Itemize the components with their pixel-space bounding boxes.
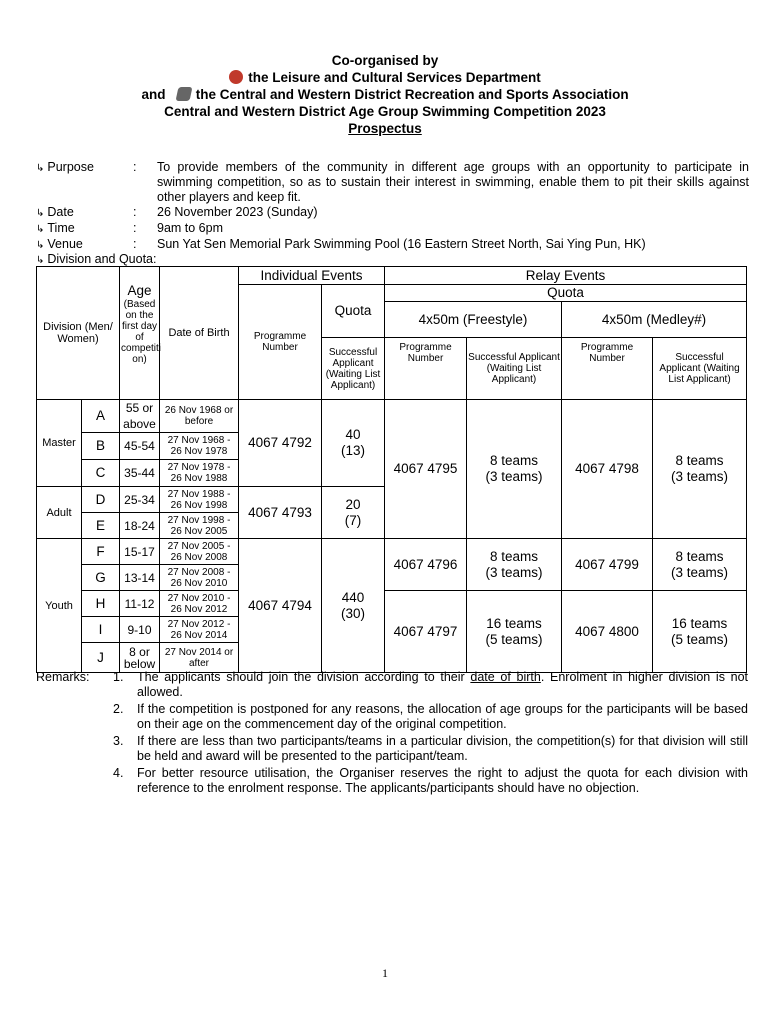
age-header: Age (Based on the first day of competiti on) [120,267,160,400]
quota-cell: 8 teams (3 teams) [467,539,562,591]
group-letter: B [82,433,120,460]
programme-number: 4067 4797 [385,591,467,673]
organiser-lcsd: the Leisure and Cultural Services Department [0,69,770,86]
age-range: 8 or below [120,643,160,673]
age-range: 35-44 [120,460,160,487]
coorganised-line: Co-organised by [331,53,439,68]
relay-quota-header: Quota [385,285,747,302]
lcsd-logo-icon [229,70,243,84]
programme-number: 4067 4799 [562,539,653,591]
free-programme-header: Programme Number [385,338,467,400]
division-quota-table [36,266,747,673]
age-range: 55 or above [120,400,160,433]
dob-range: 27 Nov 2008 - 26 Nov 2010 [160,565,239,591]
ind-quota-header: Quota [322,285,385,338]
competition-title: Central and Western District Age Group Swimming Competition 2023 [164,104,606,119]
arrow-bullet-icon: ↳ [36,240,45,251]
date-value: 26 November 2023 (Sunday) [157,205,318,219]
division-youth: Youth [37,539,82,673]
remark-item: 4. For better resource utilisation, the Organiser reserves the right to adjust the quota for each division with reference to the enrolment response. The applicants/participants should have no objection. [113,766,748,795]
programme-number: 4067 4793 [239,487,322,539]
venue-label: ↳ Venue [36,237,83,251]
table-row [37,539,747,565]
table-row [37,400,747,433]
ind-successful-header: Successful Applicant (Waiting List Applicant) [322,338,385,400]
remarks-label: Remarks: [36,670,90,684]
arrow-bullet-icon: ↳ [36,163,45,174]
free-successful-header: Successful Applicant (Waiting List Applicant) [467,338,562,400]
dob-range: 27 Nov 1998 - 26 Nov 2005 [160,513,239,539]
programme-number: 4067 4800 [562,591,653,673]
association-logo-icon [175,87,192,101]
arrow-bullet-icon: ↳ [36,224,45,235]
dob-range: 27 Nov 2014 or after [160,643,239,673]
quota-cell: 440 (30) [322,539,385,673]
venue-value: Sun Yat Sen Memorial Park Swimming Pool (16 Eastern Street North, Sai Ying Pun, HK) [157,237,646,251]
date-label: ↳ Date [36,205,74,219]
group-letter: H [82,591,120,617]
date-row: ↳ Date : 26 November 2023 (Sunday) [36,205,750,220]
age-range: 45-54 [120,433,160,460]
group-letter: C [82,460,120,487]
relay-events-header: Relay Events [385,267,747,285]
programme-number: 4067 4792 [239,400,322,487]
division-adult: Adult [37,487,82,539]
programme-number: 4067 4798 [562,400,653,539]
group-letter: G [82,565,120,591]
time-label: ↳ Time [36,221,75,235]
venue-row: ↳ Venue : Sun Yat Sen Memorial Park Swimming Pool (16 Eastern Street North, Sai Ying Pun, HK) [36,237,750,252]
age-range: 11-12 [120,591,160,617]
dob-header: Date of Birth [160,267,239,400]
group-letter: F [82,539,120,565]
med-programme-header: Programme Number [562,338,653,400]
age-range: 15-17 [120,539,160,565]
remark-item: 2. If the competition is postponed for any reasons, the allocation of age groups for the participants will be based on their age on the commencement day of the original competition. [113,702,748,731]
division-header: Division (Men/ Women) [37,267,120,400]
age-range: 25-34 [120,487,160,513]
quota-cell: 16 teams (5 teams) [467,591,562,673]
group-letter: D [82,487,120,513]
programme-number: 4067 4794 [239,539,322,673]
dob-range: 27 Nov 2005 - 26 Nov 2008 [160,539,239,565]
page-number: 1 [382,966,388,980]
quota-cell: 16 teams (5 teams) [653,591,747,673]
group-letter: A [82,400,120,433]
dob-range: 27 Nov 1968 - 26 Nov 1978 [160,433,239,460]
organiser-association: and the Central and Western District Recreation and Sports Association [141,87,629,102]
age-range: 9-10 [120,617,160,643]
programme-number: 4067 4796 [385,539,467,591]
dob-range: 27 Nov 2012 - 26 Nov 2014 [160,617,239,643]
programme-number: 4067 4795 [385,400,467,539]
group-letter: I [82,617,120,643]
division-master: Master [37,400,82,487]
age-range: 13-14 [120,565,160,591]
freestyle-header: 4x50m (Freestyle) [385,302,562,338]
remark-item: 3. If there are less than two participants/teams in a particular division, the competition(s) for that division will still be held and award will be presented to the participant/team. [113,734,748,763]
age-range: 18-24 [120,513,160,539]
purpose-label: ↳ Purpose [36,160,94,174]
quota-cell: 8 teams (3 teams) [653,400,747,539]
table-row [37,591,747,617]
dob-range: 26 Nov 1968 or before [160,400,239,433]
group-letter: E [82,513,120,539]
quota-cell: 20 (7) [322,487,385,539]
quota-cell: 8 teams (3 teams) [467,400,562,539]
arrow-bullet-icon: ↳ [36,208,45,219]
dob-range: 27 Nov 1988 - 26 Nov 1998 [160,487,239,513]
individual-events-header: Individual Events [239,267,385,285]
dob-range: 27 Nov 1978 - 26 Nov 1988 [160,460,239,487]
quota-cell: 8 teams (3 teams) [653,539,747,591]
med-successful-header: Successful Applicant (Waiting List Applicant) [653,338,747,400]
medley-header: 4x50m (Medley#) [562,302,747,338]
remark-item: 1. The applicants should join the division according to their date of birth. Enrolment in higher division is not allowed. [113,670,749,699]
dob-range: 27 Nov 2010 - 26 Nov 2012 [160,591,239,617]
time-row: ↳ Time : 9am to 6pm [36,221,750,236]
quota-cell: 40 (13) [322,400,385,487]
document-title: Prospectus [348,121,422,136]
purpose-value: To provide members of the community in different age groups with an opportunity to participate in swimming competition, so as to sustain their interest in swimming, enable them to pit their skills against other players and keep fit. [157,160,749,204]
group-letter: J [82,643,120,673]
purpose-row: ↳ Purpose : To provide members of the community in different age groups with an opportunity to participate in swimming competition, so as to sustain their interest in swimming, enable them to pit their skills against other players and keep fit. [36,160,749,204]
arrow-bullet-icon: ↳ [36,255,45,266]
time-value: 9am to 6pm [157,221,224,235]
ind-programme-header: Programme Number [239,285,322,400]
